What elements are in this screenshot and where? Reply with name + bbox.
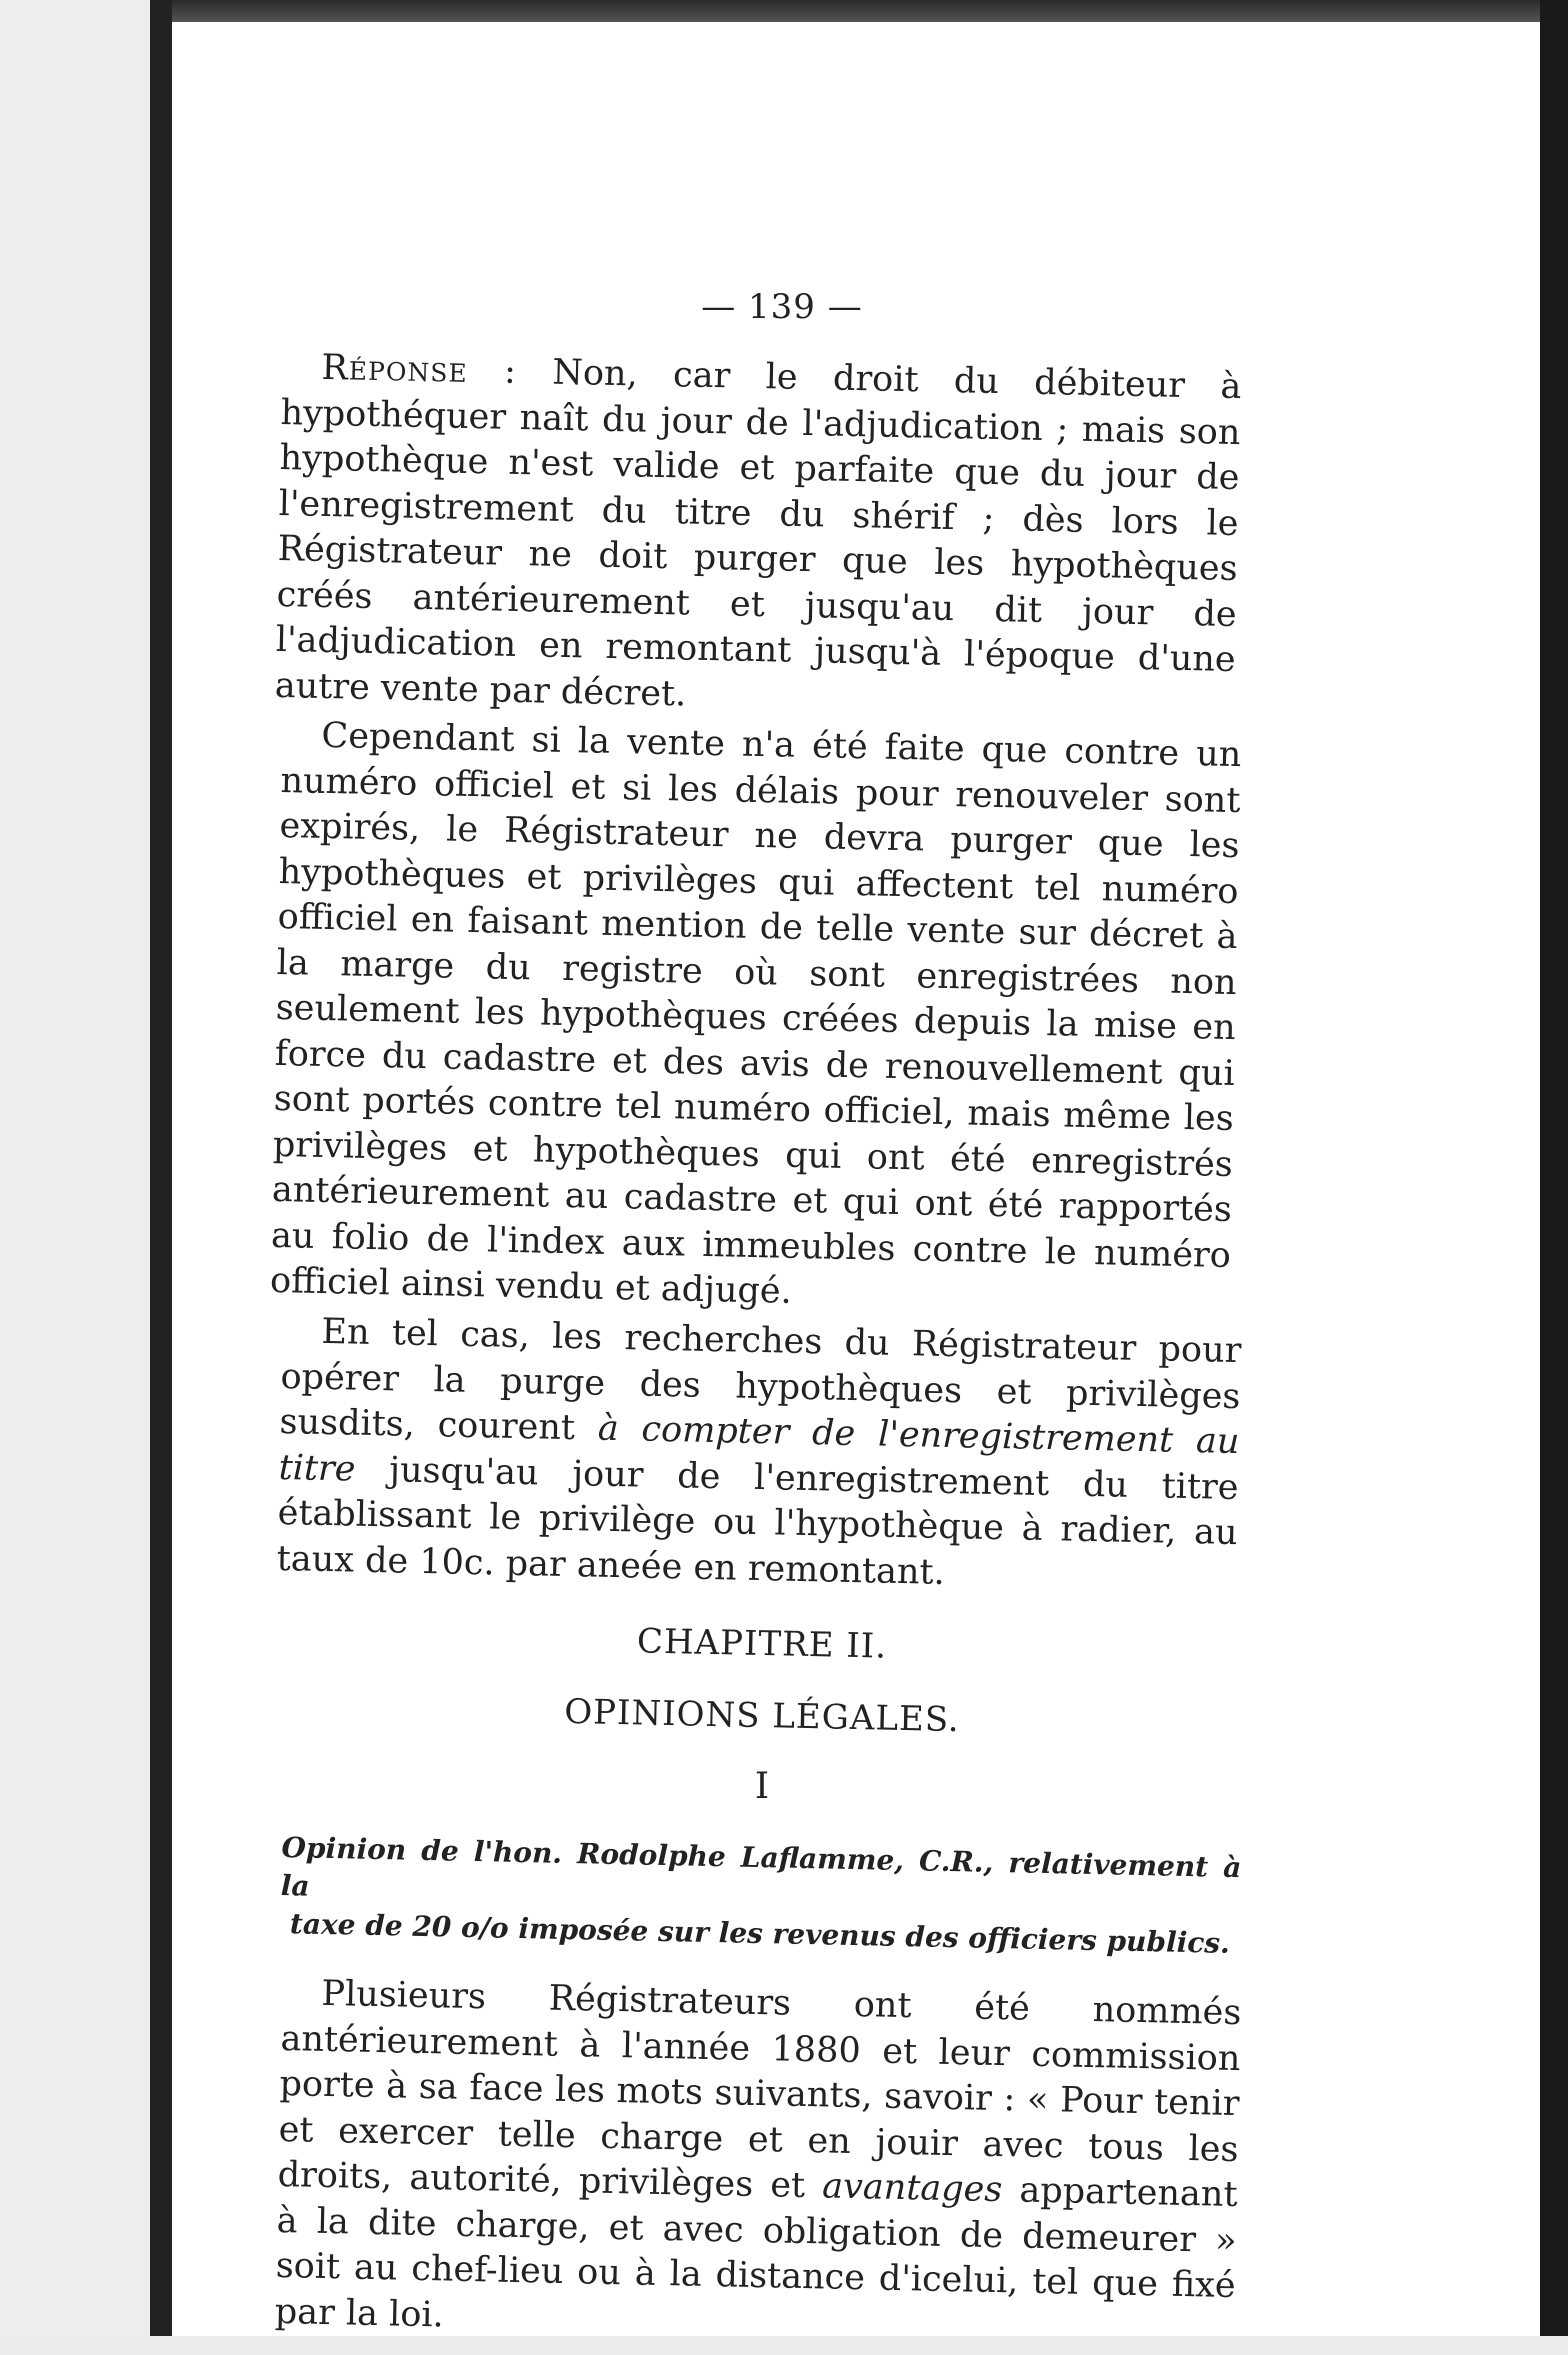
reponse-body: Non, car le droit du débiteur à hypothéquer naît du jour de l'adjudication ; mais son hypothèque n'est valide et parfaite que du jour de l'enregistrement du titre du shérif ; dès lors le Régistrateur ne doit purger que les hypothèques créés antérieurement et jusqu'au dit jour de l'adjudication en remontant jusqu'à l'époque d'une autre vente par décret. bbox=[274, 352, 1242, 715]
roman-numeral: I bbox=[754, 1765, 770, 1807]
reponse-paragraph bbox=[274, 345, 1241, 729]
chapter-heading: CHAPITRE II. bbox=[636, 1620, 888, 1667]
page-content bbox=[269, 287, 1242, 2335]
scan-top-edge bbox=[172, 0, 1568, 22]
en-tel-cas-italic: à compter de l'enregistrement au titre bbox=[278, 1408, 1240, 1489]
plusieurs-paragraph bbox=[274, 1971, 1241, 2355]
en-tel-cas-text-b: jusqu'au jour de l'enregistrement du titre établissant le privilège ou l'hypothèque à radier, au taux de 10c. par aneée en remontant. bbox=[276, 1449, 1239, 1592]
page-number: — 139 — bbox=[701, 287, 863, 327]
book-page bbox=[172, 22, 1540, 2336]
section-heading: OPINIONS LÉGALES. bbox=[563, 1691, 961, 1740]
book-binding bbox=[150, 0, 172, 2336]
opinion-caption bbox=[280, 1829, 1242, 1963]
plusieurs-text-2: appartenant à la dite charge, et avec obligation de demeurer » soit au chef-lieu ou à la distance d'icelui, tel que fixé par la loi. bbox=[274, 2169, 1238, 2335]
facing-page-edge bbox=[0, 0, 150, 2336]
caption-line-2: taxe de 20 o/o imposée sur les revenus des officiers publics. bbox=[289, 1906, 1231, 1960]
plusieurs-text-1: Plusieurs Régistrateurs ont été nommés antérieurement à l'année 1880 et leur commission porte à sa face les mots suivants, savoir : « Pour tenir et exercer telle charge et en jouir avec tous les droits, autorité, privilèges et bbox=[277, 1973, 1242, 2206]
cependant-paragraph: Cependant si la vente n'a été faite que contre un numéro officiel et si les délais pour renouveler sont expirés, le Régistrateur ne devra purger que les hypothèques et privilèges qui affectent tel numéro officiel en faisant mention de telle vente sur décret à la marge du registre où sont enregistrées non seulement les hypothèques créées depuis la mise en force du cadastre et des avis de renouvellement qui sont portés contre tel numéro officiel, mais même les privilèges et hypothèques qui ont été enregistrés antérieurement au cadastre et qui ont été rapportés au folio de l'index aux immeubles contre le numéro officiel ainsi vendu et adjugé. bbox=[269, 715, 1242, 1312]
en-tel-cas-text-a: En tel cas, les recherches du Régistrateur pour opérer la purge des hypothèques et privilèges susdits, courent bbox=[279, 1311, 1242, 1448]
reponse-label: Réponse : bbox=[321, 347, 518, 392]
caption-line-1: Opinion de l'hon. Rodolphe Laflamme, C.R., relativement à la bbox=[280, 1830, 1242, 1903]
plusieurs-italic: avantages bbox=[821, 2165, 1003, 2210]
en-tel-cas-paragraph bbox=[276, 1309, 1242, 1602]
scan-right-edge bbox=[1540, 0, 1568, 2336]
